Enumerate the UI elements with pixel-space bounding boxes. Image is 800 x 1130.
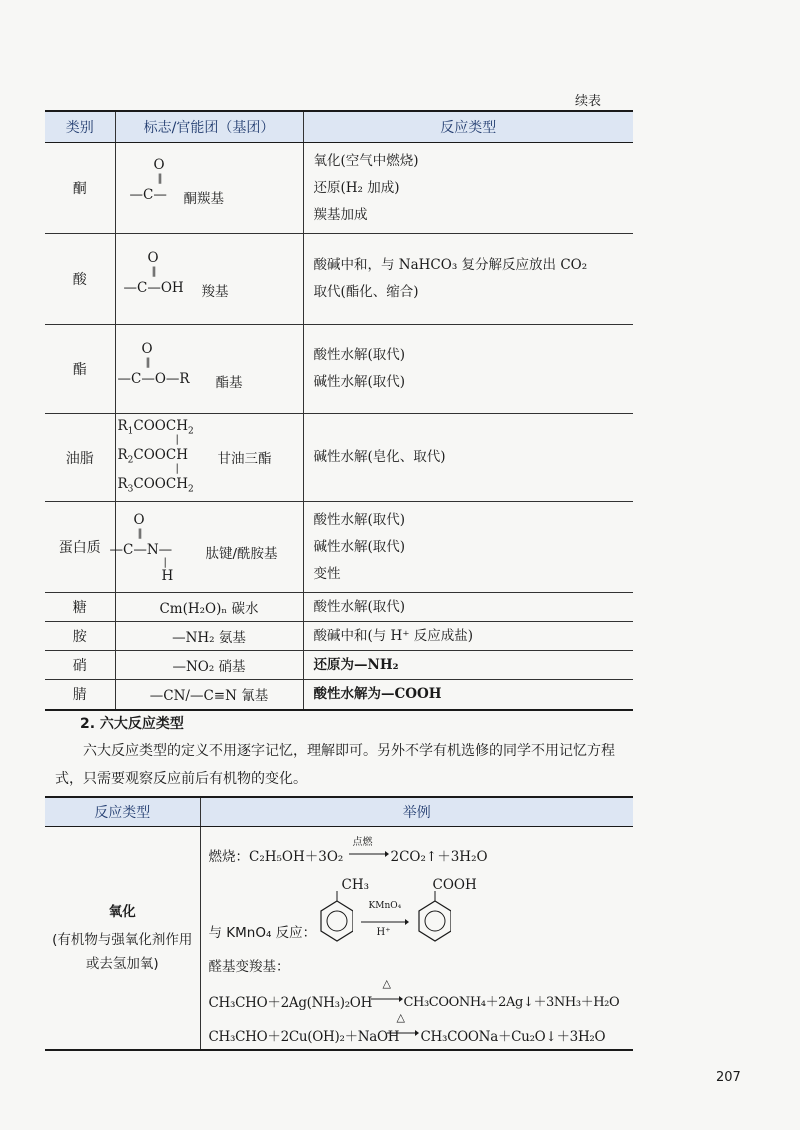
eq1-condition: △ [382,977,391,990]
group-cell: —NO₂ 硝基 [115,651,303,680]
reaction-cell [303,143,633,234]
reaction-type-table [45,796,633,1051]
eq1-rhs: CH₃COONH₄＋2Ag↓＋3NH₃＋H₂O [403,995,620,1010]
eq2-lhs: CH₃CHO＋2Cu(OH)₂＋NaOH [208,1029,400,1045]
eq2-condition: △ [396,1011,405,1024]
table-row [45,325,633,414]
group-cell: O ‖ —C—N— 肽键/酰胺基 | H [115,502,303,593]
reaction-line: 碱性水解(取代) [313,538,406,555]
reaction-line: 酸碱中和，与 NaHCO₃ 复分解反应放出 CO₂ [313,257,588,273]
combustion-condition: 点燃 [352,837,373,848]
table-row [45,143,633,234]
group-name: 肽键/酰胺基 [205,546,278,562]
reaction-cell [303,502,633,593]
group-name: 羧基 [201,284,229,300]
reaction-cell: 酸性水解为—COOH [303,680,633,710]
reaction-cell [303,325,633,414]
header-category: 类别 [45,111,115,143]
aldehyde-label: 醛基变羧基： [208,959,290,975]
category-cell: 腈 [45,680,115,710]
group-cell: O ‖ —C— 酮羰基 [115,143,303,234]
reaction-line: 酸性水解(取代) [313,347,406,363]
kmno4-prefix: 与 KMnO₄ 反应： [208,925,317,941]
reaction-line: 还原(H₂ 加成) [313,179,400,196]
table-row [45,593,633,622]
table-row [45,680,633,710]
kmno4-condition-bottom: H⁺ [376,927,391,938]
category-cell: 糖 [45,593,115,622]
eq2-rhs: CH₃COONa＋Cu₂O↓＋3H₂O [420,1029,606,1045]
reaction-cell [303,234,633,325]
combustion-rhs: 2CO₂↑＋3H₂O [390,849,488,865]
eq1-lhs: CH₃CHO＋2Ag(NH₃)₂OH [208,995,373,1011]
reaction-line: 氧化(空气中燃烧) [313,152,419,169]
type-label: 氧化 [108,904,136,920]
continued-label: 续表 [575,94,602,109]
benzene-ring-icon [411,891,451,951]
reaction-cell [303,414,633,502]
table-row [45,651,633,680]
category-cell: 硝 [45,651,115,680]
type-cell [45,827,200,1051]
arrow-icon [349,849,389,859]
page-number: 207 [716,1070,741,1085]
group-cell: O ‖ —C—OH 羧基 [115,234,303,325]
reactant-substituent: CH₃ [341,877,370,893]
header-group: 标志/官能团（基团） [115,111,303,143]
header-reaction-type: 反应类型 [45,797,200,827]
arrow-icon [361,917,409,927]
reaction-line: 取代(酯化、缩合) [313,284,419,300]
reaction-cell: 酸性水解(取代) [303,593,633,622]
section-title: 2. 六大反应类型 [80,716,184,732]
header-reaction: 反应类型 [303,111,633,143]
product-substituent: COOH [432,877,477,893]
combustion-prefix: 燃烧： [208,849,249,865]
category-cell: 酸 [45,234,115,325]
table-row [45,622,633,651]
group-name: 酯基 [215,375,243,391]
reaction-cell: 酸碱中和(与 H⁺ 反应成盐) [303,622,633,651]
combustion-lhs: C₂H₅OH＋3O₂ [249,849,344,865]
reaction-cell: 还原为—NH₂ [303,651,633,680]
category-cell: 酮 [45,143,115,234]
example-cell [200,827,633,1051]
benzene-ring-icon [313,891,353,951]
header-example: 举例 [200,797,633,827]
group-cell: O ‖ —C—O—R 酯基 [115,325,303,414]
category-cell: 蛋白质 [45,502,115,593]
category-cell: 油脂 [45,414,115,502]
section-paragraph: 六大反应类型的定义不用逐字记忆，理解即可。另外不学有机选修的同学不用记忆方程式，只需要观察反应前后有机物的变化。 [55,743,615,787]
kmno4-condition-top: KMnO₄ [368,901,402,911]
reaction-line: 碱性水解(皂化、取代) [313,449,446,465]
category-cell: 酯 [45,325,115,414]
group-cell: $R_1COOCH_2$ | $R_2COOCH$ 甘油三酯 | $R_3COOCH_2$ [115,414,303,502]
group-cell: —NH₂ 氨基 [115,622,303,651]
group-name: 酮羰基 [183,191,224,207]
reaction-line: 酸性水解(取代) [313,511,406,528]
reaction-line: 羰基加成 [313,206,368,223]
table-header-row [45,111,633,143]
table-row [45,502,633,593]
functional-group-table [45,110,633,711]
group-name: 甘油三酯 [217,451,272,467]
reaction-line: 碱性水解(取代) [313,374,406,390]
group-cell: Cm(H₂O)ₙ 碳水 [115,593,303,622]
table-row [45,234,633,325]
arrow-icon [387,1028,419,1038]
arrow-icon [371,994,403,1004]
group-cell: —CN/—C≡N 氰基 [115,680,303,710]
table-row [45,827,633,1051]
reaction-line: 变性 [313,565,341,582]
table-header-row [45,797,633,827]
table-row [45,414,633,502]
category-cell: 胺 [45,622,115,651]
type-note: (有机物与强氧化剂作用或去氢加氧) [52,932,193,972]
